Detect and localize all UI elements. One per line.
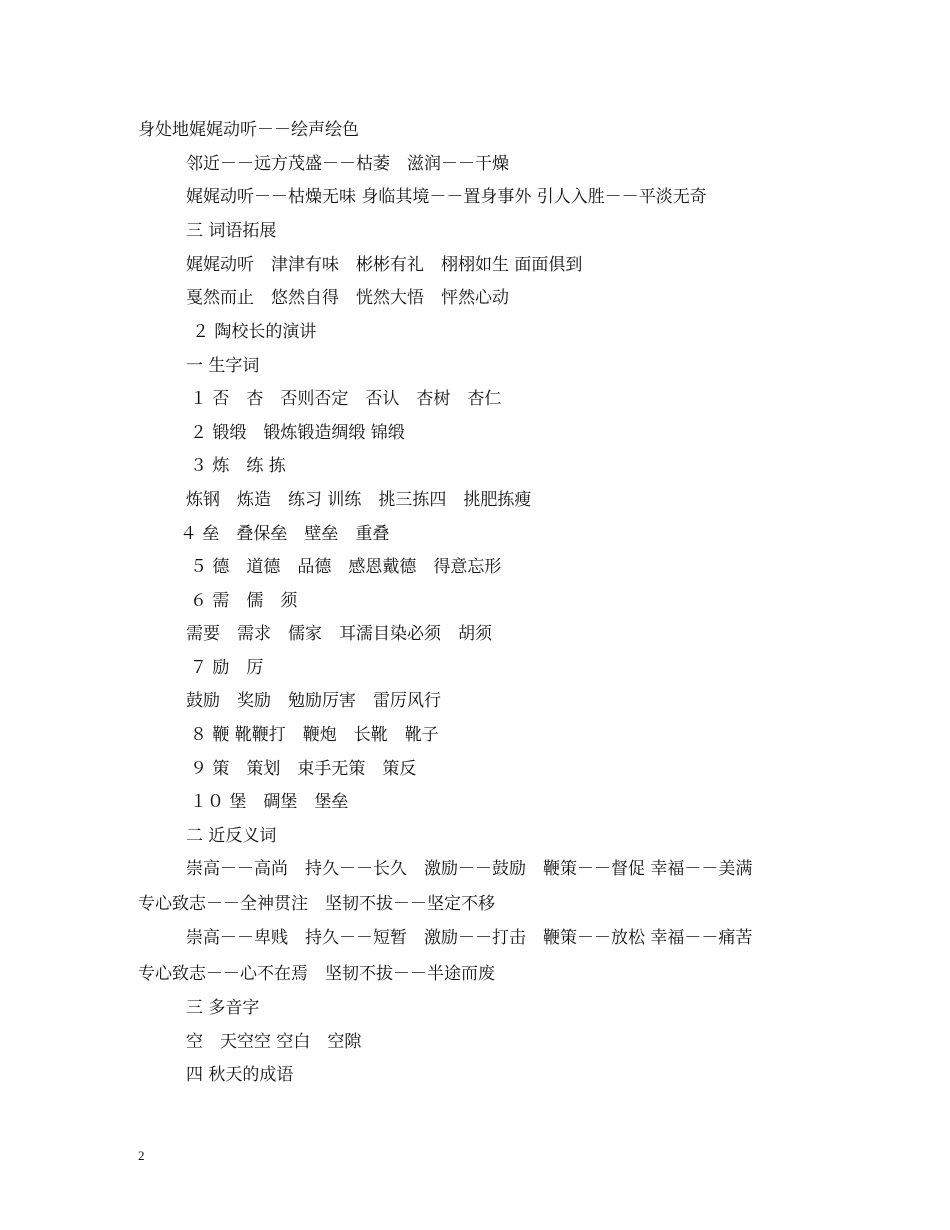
text-line-15: ６ 需 儒 须 bbox=[190, 591, 298, 611]
text-line-12: 炼钢 炼造 练习 训练 挑三拣四 挑肥拣瘦 bbox=[186, 490, 532, 510]
text-line-6: 戛然而止 悠然自得 恍然大悟 怦然心动 bbox=[186, 288, 509, 308]
section-heading: 三 多音字 bbox=[186, 998, 260, 1018]
text-line-5: 娓娓动听 津津有味 彬彬有礼 栩栩如生 面面俱到 bbox=[186, 255, 583, 275]
section-heading: 一 生字词 bbox=[186, 356, 260, 376]
text-line-23: 崇高－－高尚 持久－－长久 激励－－鼓励 鞭策－－督促 幸福－－美满 bbox=[186, 859, 753, 879]
text-line-20: ９ 策 策划 束手无策 策反 bbox=[190, 759, 417, 779]
text-line-26: 专心致志－－心不在焉 坚韧不拔－－半途而废 bbox=[138, 964, 495, 984]
text-line-21: １０ 堡 碉堡 堡垒 bbox=[190, 792, 349, 812]
text-line-18: 鼓励 奖励 勉励厉害 雷厉风行 bbox=[186, 691, 441, 711]
text-line-1: 身处地娓娓动听－－绘声绘色 bbox=[138, 120, 359, 140]
text-line-14: ５ 德 道德 品德 感恩戴德 得意忘形 bbox=[190, 557, 502, 577]
text-line-19: ８ 鞭 靴鞭打 鞭炮 长靴 靴子 bbox=[190, 725, 439, 745]
text-line-10: ２ 锻缎 锻炼锻造绸缎 锦缎 bbox=[190, 423, 405, 443]
text-line-2: 邻近－－远方茂盛－－枯萎 滋润－－干燥 bbox=[186, 154, 509, 174]
section-heading: 四 秋天的成语 bbox=[186, 1065, 294, 1085]
section-heading: 三 词语拓展 bbox=[186, 221, 277, 241]
page-number: 2 bbox=[138, 1148, 145, 1163]
text-line-3: 娓娓动听－－枯燥无味 身临其境－－置身事外 引人入胜－－平淡无奇 bbox=[186, 187, 707, 207]
text-line-9: １ 否 杏 否则否定 否认 杏树 杏仁 bbox=[190, 389, 502, 409]
text-line-24: 专心致志－－全神贯注 坚韧不拔－－坚定不移 bbox=[138, 894, 495, 914]
text-line-28: 空 天空空 空白 空隙 bbox=[186, 1032, 362, 1052]
text-line-25: 崇高－－卑贱 持久－－短暂 激励－－打击 鞭策－－放松 幸福－－痛苦 bbox=[186, 928, 753, 948]
text-line-16: 需要 需求 儒家 耳濡目染必须 胡须 bbox=[186, 624, 492, 644]
text-line-11: ３ 炼 练 拣 bbox=[190, 456, 286, 476]
text-line-13: ４ 垒 叠保垒 壁垒 重叠 bbox=[180, 524, 390, 544]
text-line-17: ７ 励 厉 bbox=[190, 658, 264, 678]
lesson-title: ２ 陶校长的演讲 bbox=[192, 322, 317, 342]
section-heading: 二 近反义词 bbox=[186, 826, 277, 846]
